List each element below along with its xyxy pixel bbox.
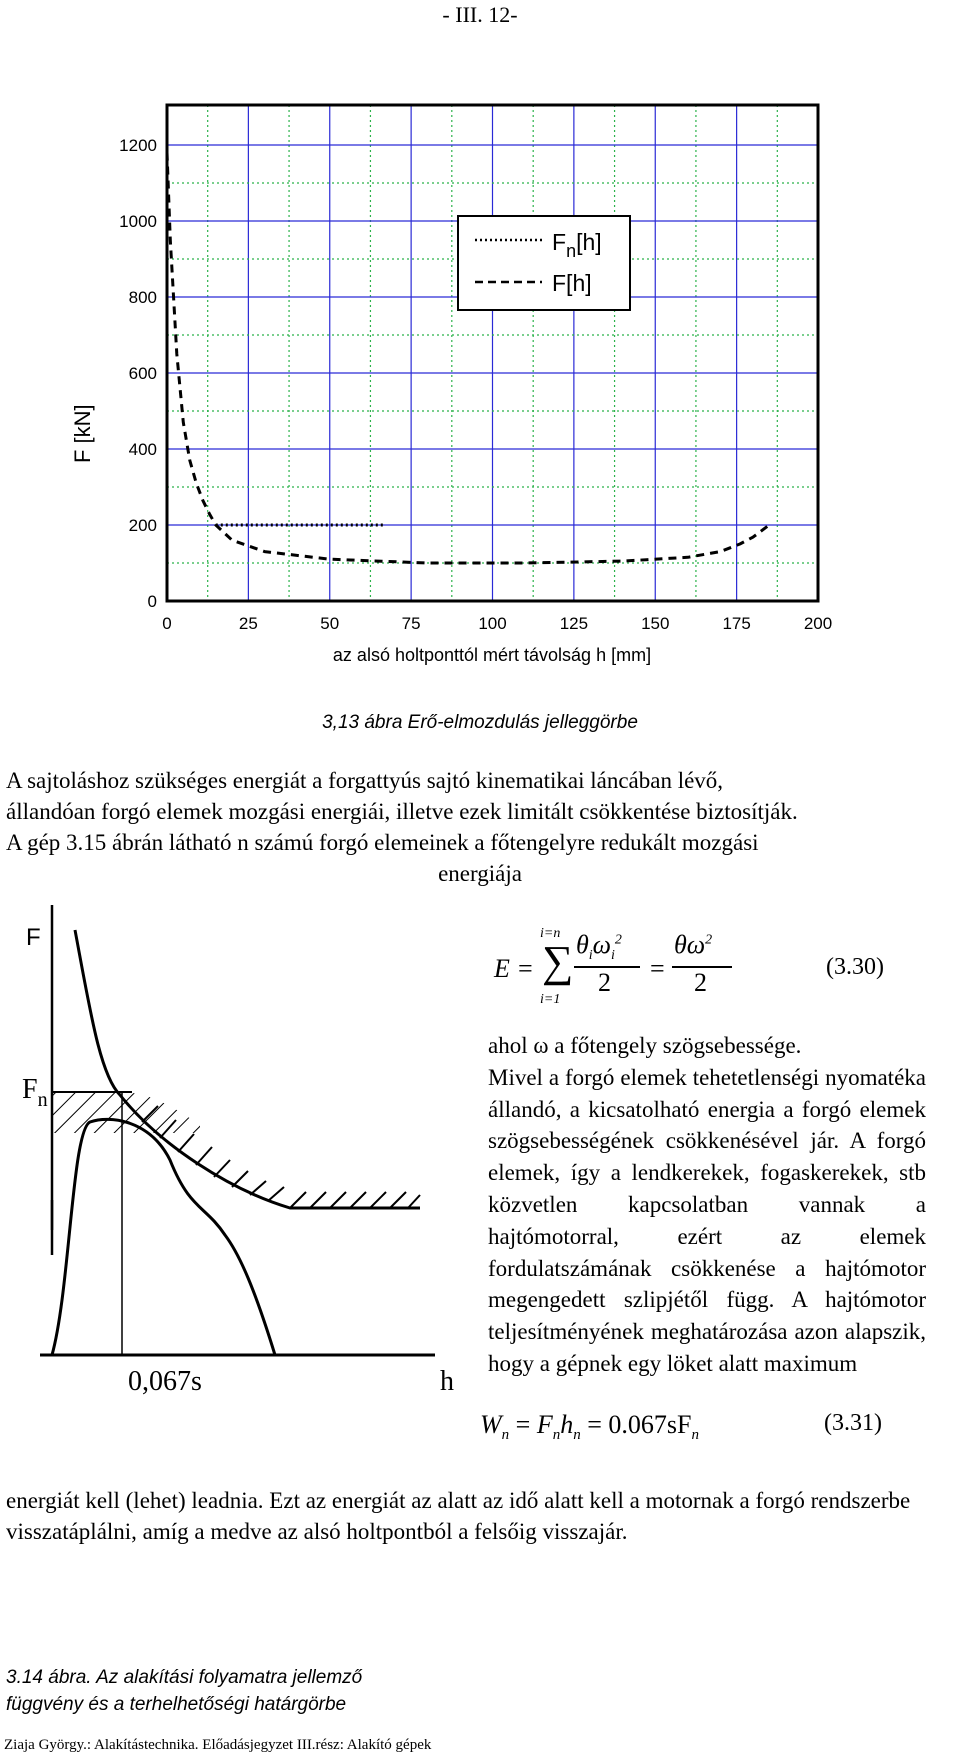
sum-icon: ∑: [542, 937, 574, 986]
x-tick-label: 150: [641, 614, 670, 633]
page-footer: Ziaja György.: Alakítástechnika. Előadásjegyzet III.rész: Alakító gépek: [4, 1737, 432, 1753]
y-tick-label: 0: [147, 592, 157, 611]
paragraph-energy-release: energiát kell (lehet) leadnia. Ezt az energiát az alatt az idő alatt kell a motornak a forgó rendszerbe visszatáplálni, amíg a medve az alsó holtpontból a felsőig visszajár.: [6, 1488, 911, 1544]
eq2-number: (3.31): [824, 1410, 882, 1436]
eq1-sum-top: i=n: [540, 926, 561, 941]
boundary-curve: [75, 930, 420, 1208]
x-tick-label: 25: [238, 614, 258, 633]
series-line-f: [167, 153, 769, 563]
para1-line1: A sajtoláshoz szükséges energiát a forgattyús sajtó kinematikai láncában lévő,: [6, 768, 724, 793]
eq1-numerator-2: $\theta\omega^2$: [674, 930, 713, 959]
figure-caption-3-14: 3.14 ábra. Az alakítási folyamatra jellemző függvény és a terhelhetőségi határgörbe: [6, 1667, 363, 1715]
eq1-sum-bottom: i=1: [540, 992, 561, 1007]
para1-line3: A gép 3.15 ábrán látható n számú forgó elemeinek a főtengelyre redukált mozgási: [6, 830, 759, 855]
figure-caption-3-13: 3,13 ábra Erő-elmozdulás jelleggörbe: [322, 712, 638, 733]
x-axis-label: az alsó holtponttól mért távolság h [mm]: [332, 645, 652, 665]
diagram-mark-label: 0,067s: [128, 1366, 202, 1397]
diagram-fn-label: $F_n$: [22, 1074, 48, 1111]
x-tick-label: 125: [559, 614, 589, 633]
eq1-denominator-2: 2: [694, 968, 707, 997]
legend-label-fn: $F_n[h]$: [552, 229, 602, 261]
y-tick-label: 800: [128, 288, 157, 307]
force-displacement-chart: [0, 90, 960, 690]
y-tick-label: 400: [128, 440, 157, 459]
diagram-h-label: h: [440, 1366, 454, 1397]
x-tick-label: 200: [803, 614, 833, 633]
eq1-number: (3.30): [826, 954, 884, 980]
x-tick-label: 100: [478, 614, 507, 633]
para1-line4: energiája: [438, 861, 522, 886]
legend-label-f: F[h]: [552, 270, 592, 296]
flywheel-paragraph: Mivel a forgó elemek tehetetlenségi nyomatéka állandó, a kicsatolható energia a forgó elemek szögsebességének csökkenésével jár. A forgó elemek, így a lendkerekek, fogaskerekek, stb közvetlen kapcsolatban vannak a hajtómotorral, ezért az elemek fordulatszámának csökkenése a hajtómotor megengedett szlipjétől függ. A hajtómotor teljesítményének meghatározása azon alapszik, hogy a gépnek egy löket alatt maximum: [488, 1064, 926, 1376]
x-tick-label: 75: [401, 614, 421, 633]
y-tick-label: 200: [128, 516, 157, 535]
y-tick-label: 600: [128, 364, 157, 383]
paragraph-energy: [6, 765, 954, 889]
eq1-lhs: E =: [494, 954, 534, 983]
x-tick-label: 175: [722, 614, 751, 633]
y-tick-label: 1000: [119, 212, 157, 231]
equation-3-31: [474, 1410, 934, 1450]
y-axis-label: F [kN]: [70, 404, 95, 463]
diagram-f-label: F: [26, 924, 41, 951]
eq1-equals: =: [650, 954, 665, 983]
page-header: - III. 12-: [442, 2, 518, 27]
process-curve: [52, 1119, 275, 1355]
eq1-numerator: $\theta_i\omega_i^2$: [576, 930, 622, 964]
equation-3-30: [480, 926, 940, 1010]
x-tick-label: 50: [320, 614, 340, 633]
right-column-text: [488, 1030, 926, 1380]
eq2-expression: $W_n = F_nh_n = 0.067sF_n$: [480, 1410, 699, 1444]
y-tick-label: 1200: [119, 136, 157, 155]
para1-line2: állandóan forgó elemek mozgási energiái, illetve ezek limitált csökkentése biztosítják.: [6, 799, 798, 824]
omega-definition: ahol ω a főtengely szögsebessége.: [488, 1033, 802, 1058]
eq1-denominator-1: 2: [598, 968, 611, 997]
x-tick-label: 0: [162, 614, 172, 633]
load-diagram: [0, 890, 470, 1550]
chart-legend: [458, 216, 630, 310]
